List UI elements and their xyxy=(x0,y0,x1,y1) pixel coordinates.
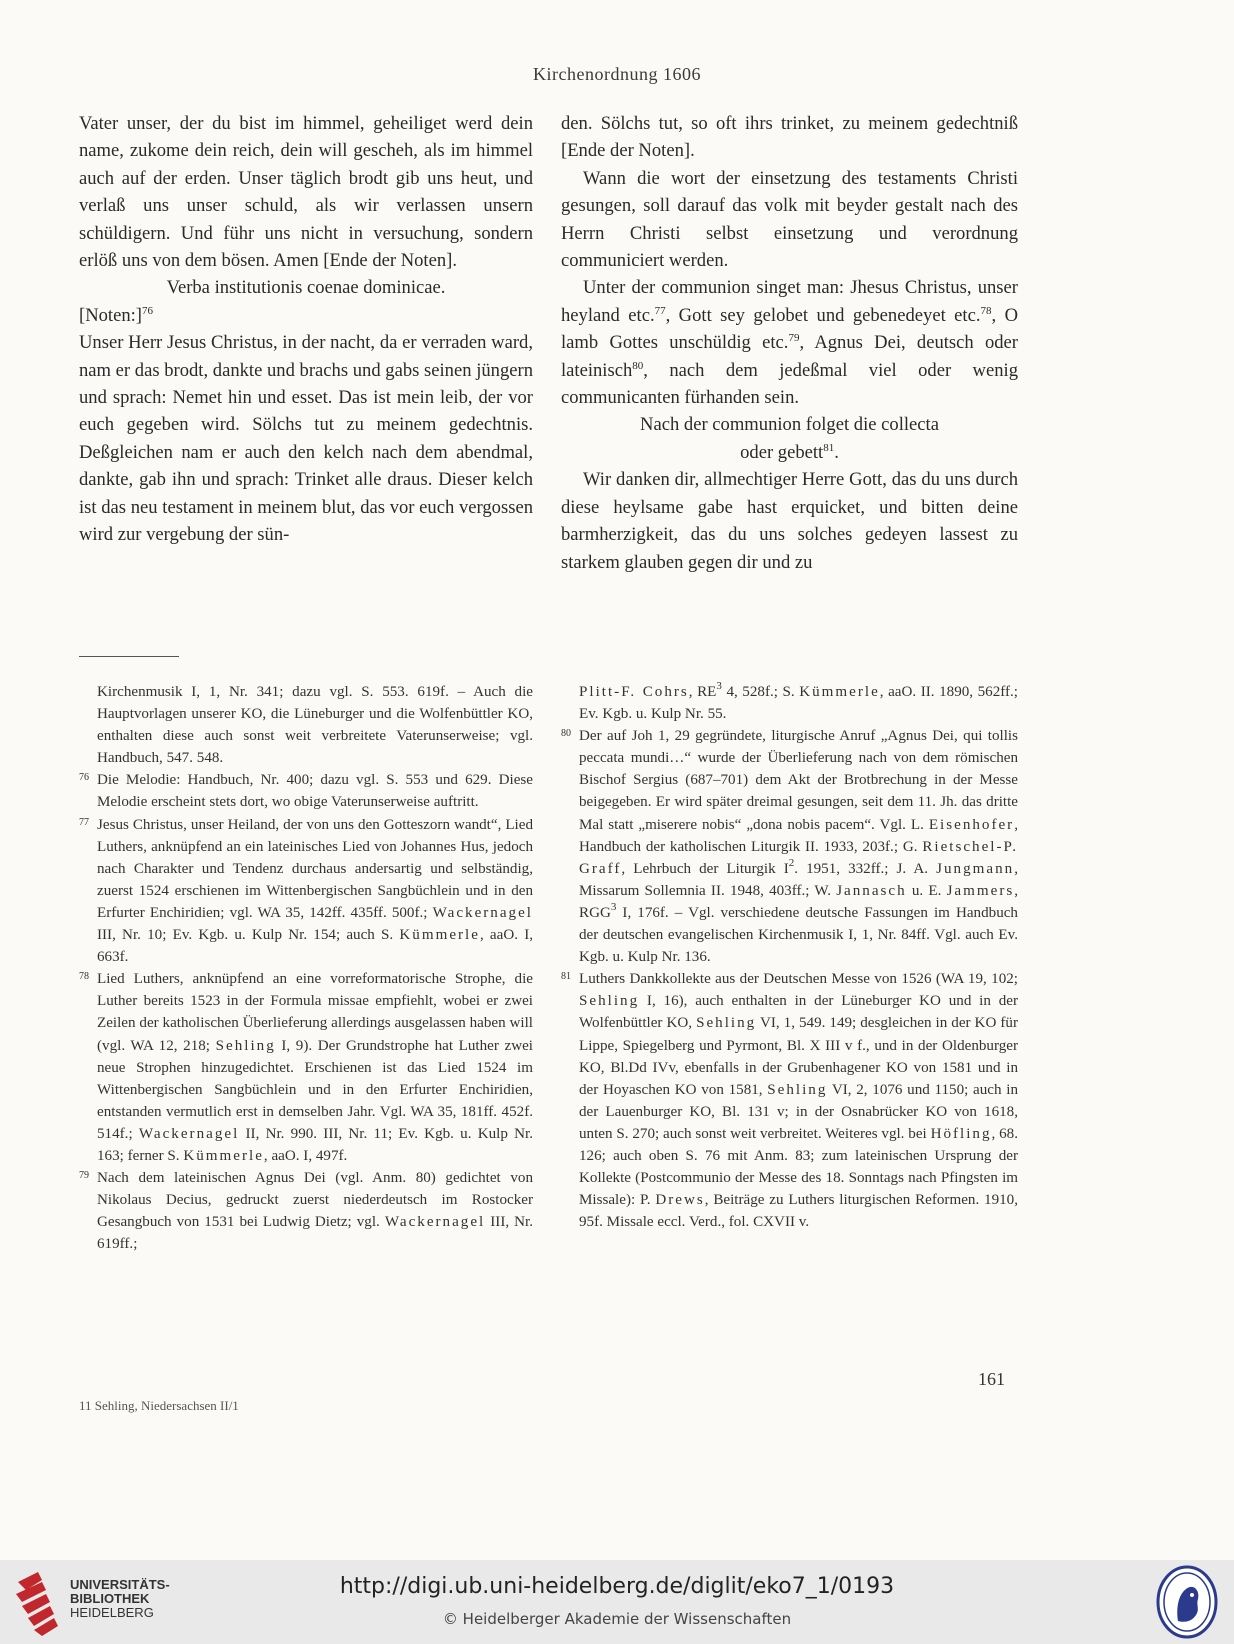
printer-signature: 11 Sehling, Niedersachsen II/1 xyxy=(79,1398,239,1413)
footnote-text: III, Nr. 619ff.; xyxy=(97,1214,533,1253)
heading-line-2: oder gebett xyxy=(740,441,824,463)
section-heading-verba: Verba institutionis coenae dominicae. xyxy=(166,277,446,299)
author-name: Rietschel-P. Graff xyxy=(579,838,1019,877)
footnote-77 xyxy=(79,814,533,969)
footnote-text: , Lehrbuch der Liturgik I xyxy=(621,860,789,877)
author-name: Jammers xyxy=(946,882,1015,899)
text-span: , Agnus Dei, deutsch oder lateinisch xyxy=(561,332,1018,381)
footnote-text: Die Melodie: Handbuch, Nr. 400; dazu vgl. S. 553 und 629. Diese Melodie erscheint stets dort, wo obige Vaterunserweise auftritt. xyxy=(97,772,533,811)
edition-superscript: 3 xyxy=(716,680,722,692)
footnote-79 xyxy=(79,1167,533,1255)
footnote-81 xyxy=(561,968,1018,1233)
footnote-number: 81 xyxy=(561,971,571,983)
footnote-text: I, 176f. – Vgl. verschiedene deutsche Fassungen im Handbuch der deutschen evangelischen Kirchenmusik I, 1, Nr. 84ff. Vgl. auch Ev. Kgb. u. Kulp Nr. 136. xyxy=(579,904,1018,966)
running-head: Kirchenordnung 1606 xyxy=(533,64,701,84)
verba-continuation-paragraph: den. Sölchs tut, so oft ihrs trinket, zu meinem gedechtniß [Ende der Noten]. xyxy=(561,113,1018,162)
footnote-75-continuation: Kirchenmusik I, 1, Nr. 341; dazu vgl. S. 553. 619f. – Auch die Hauptvorlagen unserer KO, die Lüneburger und die Wolfenbüttler KO, enthalten diese auch sonst weit verbreitete Vaterunserweise; vgl. Handbuch, 547. 548. xyxy=(97,684,533,767)
author-name: Kümmerle xyxy=(799,684,880,700)
footnote-ref-76[interactable]: 76 xyxy=(142,304,153,317)
library-name-line-2: BIBLIOTHEK xyxy=(70,1591,150,1606)
author-name: Drews xyxy=(655,1192,705,1209)
footnote-divider xyxy=(79,656,179,657)
author-name: Sehling xyxy=(767,1081,828,1098)
footnote-ref-80[interactable]: 80 xyxy=(632,359,644,372)
author-name: Sehling xyxy=(215,1037,276,1054)
edition-superscript: 3 xyxy=(610,900,617,913)
heading-line-1: Nach der communion folget die collecta xyxy=(640,414,939,436)
footnote-text: Luthers Dankkollekte aus der Deutschen Messe von 1526 (WA 19, 102; xyxy=(579,971,1018,988)
text-span: , nach dem jedeßmal viel oder wenig communicanten fürhanden sein. xyxy=(561,359,1018,409)
footnote-76 xyxy=(79,769,533,813)
footnote-number: 77 xyxy=(79,816,89,828)
footnote-text: II, Nr. 990. III, Nr. 11; Ev. Kgb. u. Kulp Nr. 163; ferner S. xyxy=(97,1125,533,1164)
author-name: Plitt-F. Cohrs xyxy=(579,684,689,700)
footnotes-left xyxy=(79,681,533,1255)
footnote-ref-77[interactable]: 77 xyxy=(654,304,666,317)
lords-prayer-paragraph: Vater unser, der du bist im himmel, geheiliget werd dein name, zukome dein reich, dein will gescheh, als im himmel auch auf der erden. Unser täglich brodt gib uns heut, und verlaß uns unser schuld, als wir verlassen unsern schüldigern. Und führ uns nicht in versuchung, sondern erlöß uns von dem bösen. Amen [Ende der Noten]. xyxy=(79,113,533,272)
text-span: , O lamb Gottes unschüldig etc. xyxy=(561,304,1019,354)
footnote-text: Der auf Joh 1, 29 gegründete, liturgische Anruf „Agnus Dei, qui tollis peccata mundi…“ wurde der Überlieferung nach von dem römischen Bischof Sergius (687–701) dem Akt der Brotbrechung in der Messe beigegeben. Er wird später dreimal gesungen, seit dem 11. Jh. das dritte Mal statt „miserere nobis“ „dona nobis pacem“. Vgl. L. xyxy=(579,728,1018,833)
footnote-text: VI, 2, 1076 und 1150; auch in der Lauenburger KO, Bl. 131 v; in der Osnabrücker KO von 1618, unten S. 270; auch sonst weit verbreitet. Weiteres vgl. bei xyxy=(579,1081,1018,1142)
footnote-text: . 1951, 332ff.; J. A. xyxy=(794,860,929,877)
copyright-notice: © Heidelberger Akademie der Wissenschaften xyxy=(442,1610,792,1628)
footnote-text: , RGG xyxy=(579,882,1018,921)
author-name: Sehling xyxy=(579,993,640,1010)
footnote-ref-81[interactable]: 81 xyxy=(823,441,835,454)
footnote-79-continuation xyxy=(561,681,1018,725)
footnote-text: , Handbuch der katholischen Liturgik II. 1933, 203f.; G. xyxy=(579,816,1018,855)
footnote-text: , aaO. II. 1890, 562ff.; Ev. Kgb. u. Kulp Nr. 55. xyxy=(579,684,1018,723)
footnote-text: 4, 528f.; S. xyxy=(726,684,795,700)
noten-label-text: [Noten:] xyxy=(79,304,142,326)
footnote-number: 80 xyxy=(561,728,571,740)
author-name: Wackernagel xyxy=(384,1214,486,1231)
footnote-text: III, Nr. 10; Ev. Kgb. u. Kulp Nr. 154; auch S. xyxy=(97,927,394,944)
communion-instruction-paragraph: Wann die wort der einsetzung des testaments Christi gesungen, soll darauf das volk mit beyder gestalt nach des Herrn Christi selbst einsetzung und verordnung communiciert werden. xyxy=(561,167,1018,272)
footnote-text: , Missarum Sollemnia II. 1948, 403ff.; W. xyxy=(579,860,1018,899)
library-name-line-1: UNIVERSITÄTS- xyxy=(70,1577,170,1592)
verba-paragraph: Unser Herr Jesus Christus, in der nacht, da er verraden ward, nam er das brodt, dankte und brachs und gabs seinen jüngern und sprach: Nemet hin und esset. Das ist mein leib, der vor euch gegeben wird. Sölchs tut zu meinem gedechtnis. Deßgleichen nam er auch den kelch nach dem abendmal, dankte, gab ihn und sprach: Trinket alle draus. Dieser kelch ist das neu testament in meinem blut, das vor euch vergossen wird zur vergebung der sün- xyxy=(79,332,533,546)
author-name: Eisenhofer xyxy=(928,816,1015,833)
footnote-78 xyxy=(79,968,533,1167)
footnote-text: Jesus Christus, unser Heiland, der von uns den Gotteszorn wandt“, Lied Luthers, anknüpfend an ein lateinisches Lied von Johannes Hus, jedoch nach Charakter und Tendenz durchaus andersartig und selbständig, zuerst 1524 erschienen im Wittenbergischen Sangbüchlein und in den Erfurter Enchiridien; vgl. WA 35, 142ff. 435ff. 500f.; xyxy=(97,816,533,921)
footnote-text: Lied Luthers, anknüpfend an eine vorreformatorische Strophe, die Luther bereits 1523 in der Formula missae empfiehlt, wobei er zwei Zeilen der katholischen Überlieferung allerdings ausgelassen haben will (vgl. WA 12, 218; xyxy=(97,971,533,1054)
main-column-left xyxy=(79,110,533,549)
author-name: Kümmerle xyxy=(399,927,480,944)
footnote-text: I, 9). Der Grundstrophe hat Luther zwei neue Strophen hinzugedichtet. Erschienen ist das Lied 1524 im Wittenbergischen Sangbüchlein und in den Erfurter Enchiridien, entstanden vermutlich erst in demselben Jahr. Vgl. WA 35, 181ff. 452f. 514f.; xyxy=(97,1037,533,1142)
author-name: Jungmann xyxy=(936,860,1015,877)
footnote-text: Nach dem lateinischen Agnus Dei (vgl. Anm. 80) gedichtet von Nikolaus Decius, gedruckt zuerst niederdeutsch im Rostocker Gesangbuch von 1531 bei Ludwig Dietz; vgl. xyxy=(97,1170,533,1231)
author-name: Wackernagel xyxy=(138,1125,240,1142)
footnote-text: , Beiträge zu Luthers liturgischen Reformen. 1910, 95f. Missale eccl. Verd., fol. CXVII v. xyxy=(579,1192,1018,1231)
footnote-number: 76 xyxy=(79,772,89,784)
author-name: Jannasch xyxy=(836,882,907,899)
library-name-line-3: HEIDELBERG xyxy=(70,1605,154,1620)
footnote-text: u. E. xyxy=(911,882,942,899)
communion-songs-paragraph xyxy=(561,274,1018,411)
footnote-number: 79 xyxy=(79,1170,89,1182)
author-name: Wackernagel xyxy=(432,904,533,921)
main-column-right xyxy=(561,110,1018,576)
page-number: 161 xyxy=(978,1369,1005,1389)
footnote-text: , RE xyxy=(688,684,717,700)
edition-superscript: 2 xyxy=(788,856,795,869)
footnote-text: , 68. 126; auch oben S. 76 mit Anm. 83; zum lateinischen Ursprung der Kollekte (Postcommunio der Messe des 18. Sonntags nach Pfingsten im Missale): P. xyxy=(579,1125,1018,1209)
footnote-text: , aaO. I, 663f. xyxy=(97,927,533,966)
noten-label xyxy=(79,302,533,329)
footnote-text: , aaO. I, 497f. xyxy=(263,1147,348,1164)
author-name: Höfling xyxy=(930,1125,992,1142)
text-span: , Gott sey gelobet und gebenedeyet etc. xyxy=(665,304,981,326)
footnote-text: I, 16), auch enthalten in der Lüneburger KO und in der Wolfenbüttler KO, xyxy=(579,993,1018,1032)
collecta-paragraph: Wir danken dir, allmechtiger Herre Gott, das du uns durch diese heylsame gabe hast erquicket, und bitten deine barmherzigkeit, das du uns solches gedeyen lassest zu starkem glauben gegen dir und zu xyxy=(561,469,1018,573)
footnote-ref-78[interactable]: 78 xyxy=(980,304,992,317)
footnote-number: 78 xyxy=(79,971,89,983)
academy-seal-icon[interactable] xyxy=(1156,1565,1218,1639)
author-name: Kümmerle xyxy=(183,1147,264,1164)
viewer-footer xyxy=(0,1560,1234,1644)
section-heading-collecta: Nach der communion folget die collecta oder gebett$^{81}$. xyxy=(640,414,939,463)
footnotes-right xyxy=(561,681,1018,1233)
footnote-80 xyxy=(561,725,1018,968)
text-span: Unter der communion singet man: Jhesus Christus, unser heyland etc. xyxy=(561,277,1018,326)
author-name: Sehling xyxy=(696,1015,757,1032)
permalink-url[interactable]: http://digi.ub.uni-heidelberg.de/diglit/eko7_1/0193 xyxy=(339,1574,895,1599)
footnote-text: VI, 1, 549. 149; desgleichen in der KO für Lippe, Spiegelberg und Pyrmont, Bl. X III v f., und in der Oldenburger KO, Bl.Dd IVv, ebenfalls in der Grubenhagener KO von 1581 und in der Hoyaschen KO von 1581, xyxy=(579,1015,1018,1098)
footnote-ref-79[interactable]: 79 xyxy=(788,332,800,345)
